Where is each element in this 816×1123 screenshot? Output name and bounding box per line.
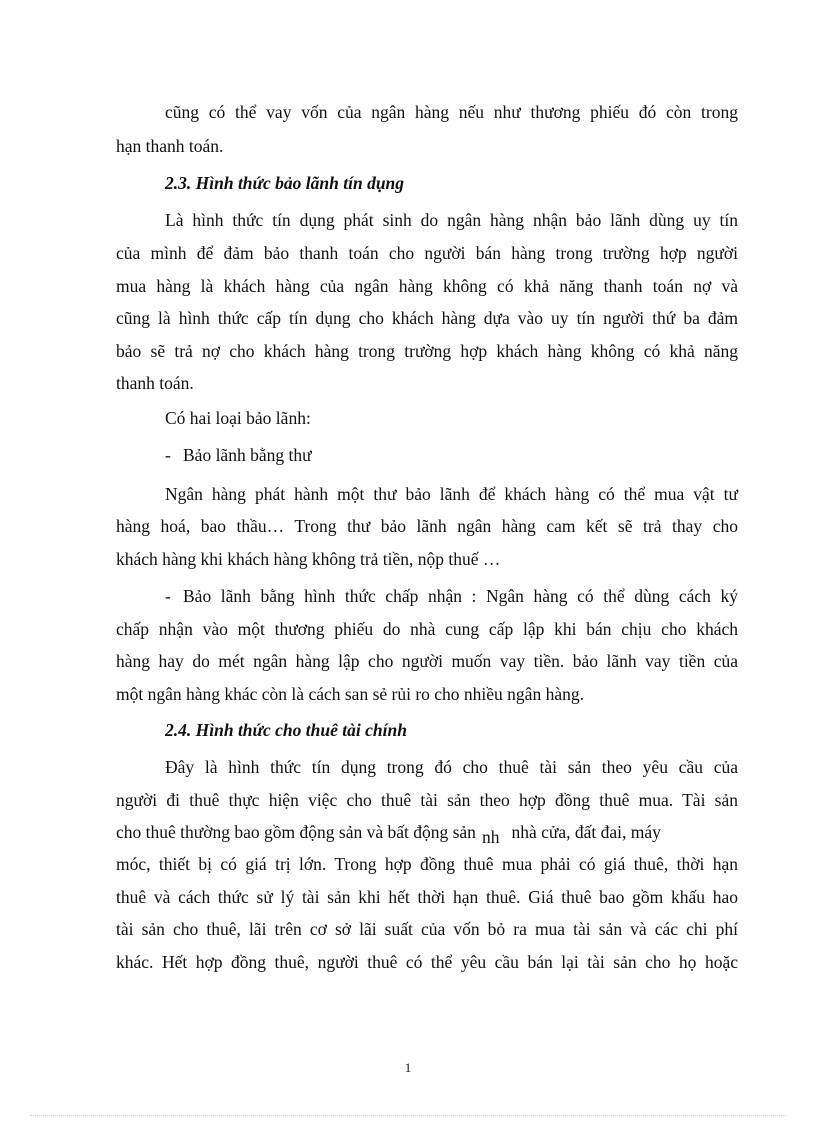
text-line: thuê và cách thức sử lý tài sản khi hết thời hạn thuê. Giá thuê bao gồm khấu hao (116, 887, 738, 907)
text-line: hàng hay do mét ngân hàng lập cho người muốn vay tiền. bảo lãnh vay tiền của (116, 651, 738, 671)
text-line: Là hình thức tín dụng phát sinh do ngân hàng nhận bảo lãnh dùng uy tín (165, 210, 738, 230)
text-line: một ngân hàng khác còn là cách san sẻ rủi ro cho nhiều ngân hàng. (116, 684, 584, 704)
bullet-marker: - (165, 586, 171, 606)
bullet-item (165, 443, 738, 467)
bullet-marker: - (165, 445, 171, 465)
text-line: Có hai loại bảo lãnh: (165, 408, 311, 428)
text-line: cũng là hình thức cấp tín dụng cho khách hàng dựa vào uy tín người thứ ba đảm (116, 308, 738, 328)
bullet-text: Bảo lãnh bằng hình thức chấp nhận : Ngân hàng có thể dùng cách ký (183, 586, 738, 606)
text-line: khác. Hết hợp đồng thuê, người thuê có thể yêu cầu bán lại tài sản cho họ hoặc (116, 952, 738, 972)
section-heading-2-3: 2.3. Hình thức bảo lãnh tín dụng (165, 173, 405, 193)
text-line (116, 820, 738, 847)
text-line: móc, thiết bị có giá trị lớn. Trong hợp đồng thuê mua phải có giá thuê, thời hạn (116, 854, 738, 874)
bullet-text: Bảo lãnh bằng thư (183, 445, 312, 465)
section-heading-2-4: 2.4. Hình thức cho thuê tài chính (165, 720, 407, 740)
text-line: hạn thanh toán. (116, 136, 224, 156)
text-line: mua hàng là khách hàng của ngân hàng không có khả năng thanh toán nợ và (116, 276, 738, 296)
page-boundary-divider (30, 1115, 786, 1116)
text-line: tài sản cho thuê, lãi trên cơ sở lãi suất của vốn bỏ ra mua tài sản và các chi phí (116, 919, 738, 939)
text-line: Đây là hình thức tín dụng trong đó cho thuê tài sản theo yêu cầu của (165, 757, 738, 777)
text-line: cũng có thể vay vốn của ngân hàng nếu như thương phiếu đó còn trong (165, 102, 738, 122)
page-number: 1 (404, 1060, 412, 1075)
text-line: chấp nhận vào một thương phiếu do nhà cung cấp lập khi bán chịu cho khách (116, 619, 738, 639)
bullet-item (165, 584, 738, 608)
subscript-fragment: nh (481, 827, 500, 847)
text-fragment: cho thuê thường bao gồm động sản và bất động sản (116, 822, 476, 842)
text-line: khách hàng khi khách hàng không trả tiền, nộp thuế … (116, 549, 501, 569)
text-line: thanh toán. (116, 373, 194, 393)
text-line: của mình để đảm bảo thanh toán cho người bán hàng trong trường hợp người (116, 243, 738, 263)
text-line: Ngân hàng phát hành một thư bảo lãnh để khách hàng có thể mua vật tư (165, 484, 738, 504)
text-line: người đi thuê thực hiện việc cho thuê tài sản theo hợp đồng thuê mua. Tài sản (116, 790, 738, 810)
text-line: hàng hoá, bao thầu… Trong thư bảo lãnh ngân hàng cam kết sẽ trả thay cho (116, 516, 738, 536)
text-fragment: nhà cửa, đất đai, máy (511, 822, 661, 842)
text-line: bảo sẽ trả nợ cho khách hàng trong trường hợp khách hàng không có khả năng (116, 341, 738, 361)
